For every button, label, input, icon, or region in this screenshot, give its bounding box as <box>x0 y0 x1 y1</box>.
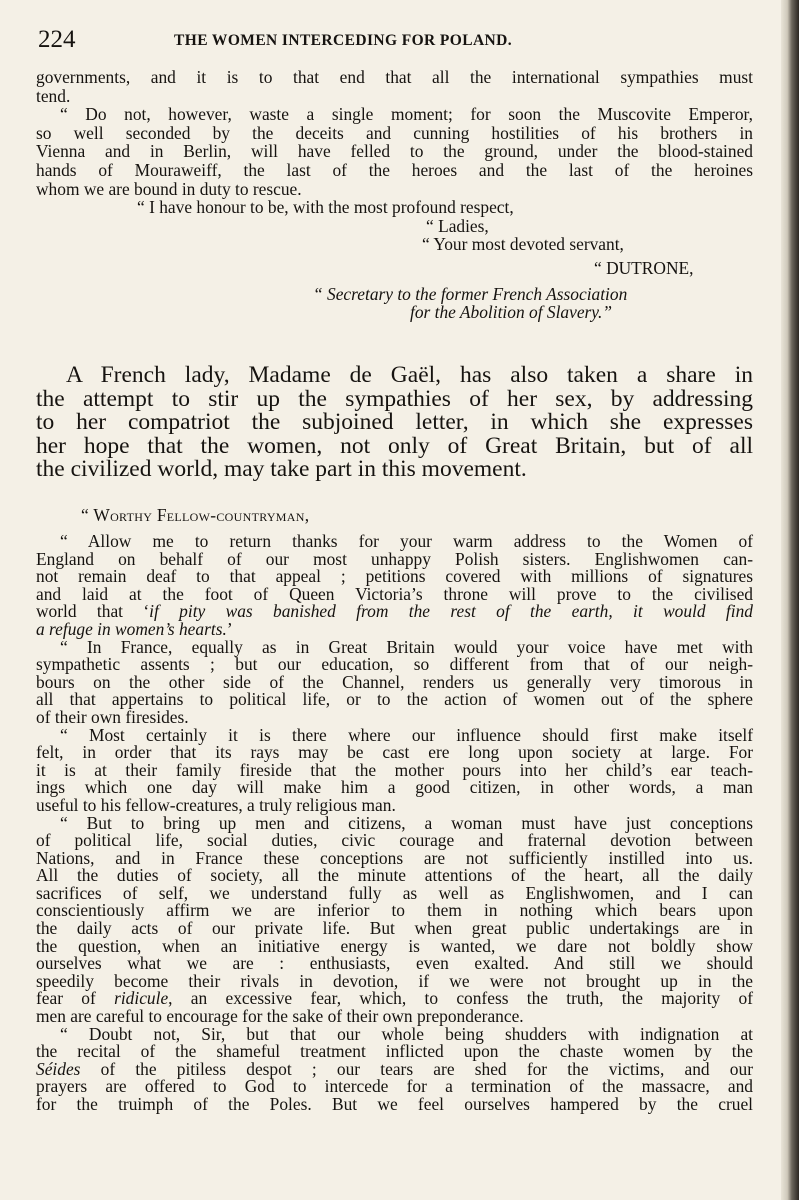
text-line: the civilized world, may take part in this movement. <box>36 456 527 483</box>
text-line: Vienna and in Berlin, will have felled to the ground, under the blood-stained <box>36 141 753 162</box>
text-line: All the duties of society, all the minute attentions of the heart, all the daily <box>36 865 753 886</box>
closing-respect: “ I have honour to be, with the most profound respect, <box>137 197 514 218</box>
text-line: England on behalf of our most unhappy Polish sisters. Englishwomen can- <box>36 548 753 569</box>
text-line: “ But to bring up men and citizens, a woman must have just conceptions <box>60 812 753 833</box>
text-run: of the pitiless despot ; our tears are shed for the victims, and our <box>80 1058 753 1079</box>
text-line: speedily become their rivals in devotion, if we were not brought up in the <box>36 970 753 991</box>
text-line: sacrifices of self, we understand fully as well as Englishwomen, and I can <box>36 882 753 903</box>
letter-body <box>36 533 753 1114</box>
salutation-text: “ Worthy Fellow-countryman, <box>81 505 310 525</box>
text-line: “ Doubt not, Sir, but that our whole being shudders with indignation at <box>60 1023 753 1044</box>
text-line: tend. <box>36 85 71 106</box>
italic-word: ridicule <box>114 988 169 1009</box>
text-line: governments, and it is to that end that all the international sympathies must <box>36 67 753 87</box>
signature-title-line2: for the Abolition of Slavery.” <box>410 302 613 323</box>
text-line: “ Most certainly it is there where our influence should first make itself <box>60 724 753 745</box>
text-line: not remain deaf to that appeal ; petitions covered with millions of signatures <box>36 566 753 587</box>
text-line: of their own firesides. <box>36 706 189 727</box>
text-line: felt, in order that its rays may be cast ere long upon society at large. For <box>36 742 753 763</box>
text-line: useful to his fellow-creatures, a truly religious man. <box>36 794 396 815</box>
text-line: conscientiously affirm we are inferior to them in nothing which bears upon <box>36 900 753 921</box>
text-line: the attempt to stir up the sympathies of her sex, by addressing <box>36 385 753 412</box>
previous-letter-ending <box>36 68 753 322</box>
text-run: world that ‘ <box>36 601 150 622</box>
text-line: “ Allow me to return thanks for your warm address to the Women of <box>60 531 753 551</box>
text-line: the recital of the shameful treatment inflicted upon the chaste women by the <box>36 1041 753 1062</box>
italic-quote: a refuge in women’s hearts. <box>36 618 227 639</box>
text-line: “ Do not, however, waste a single moment; for soon the Muscovite Emperor, <box>60 104 753 125</box>
text-line: it is at their family fireside that the mother pours into her child’s ear teach- <box>36 759 753 780</box>
text-line: so well seconded by the deceits and cunning hostilities of his brothers in <box>36 122 753 143</box>
text-line: sympathetic assents ; but our education, so different from that of our neigh- <box>36 654 753 675</box>
text-line: Nations, and in France these conceptions are not sufficiently instilled into us. <box>36 847 753 868</box>
text-line: ings which one day will make him a good citizen, in other words, a man <box>36 777 753 798</box>
text-line: of political life, social duties, civic courage and fraternal devotion between <box>36 830 753 851</box>
running-header <box>38 24 768 56</box>
text-line: bours on the other side of the Channel, renders us generally very timorous in <box>36 671 753 692</box>
text-line: ourselves what we are : enthusiasts, even exalted. And still we should <box>36 953 753 974</box>
text-run: ’ <box>226 618 233 639</box>
page-edge-shadow <box>781 0 799 1200</box>
text-run: , an excessive fear, which, to confess the truth, the majority of <box>168 988 753 1009</box>
text-line: hands of Mouraweiff, the last of the heroes and the last of the heroines <box>36 159 753 180</box>
text-line: to her compatriot the subjoined letter, in which she expresses <box>36 409 753 436</box>
italic-quote: if pity was banished from the rest of the earth, it would find <box>149 601 753 622</box>
text-line: and laid at the foot of Queen Victoria’s throne will prove to the civilised <box>36 583 753 604</box>
page-number: 224 <box>38 26 76 53</box>
running-title: THE WOMEN INTERCEDING FOR POLAND. <box>174 32 513 49</box>
text-line: whom we are bound in duty to rescue. <box>36 178 302 199</box>
intro-paragraph <box>36 364 753 482</box>
text-line: her hope that the women, not only of Great Britain, but of all <box>36 432 753 459</box>
letter-salutation <box>36 506 753 525</box>
signature-name: “ DUTRONE, <box>594 257 694 278</box>
text-line: the question, when an initiative energy is wanted, we dare not boldly show <box>36 935 753 956</box>
text-line: all that appertains to political life, or to the action of women out of the sphere <box>36 689 753 710</box>
closing-ladies: “ Ladies, <box>426 215 489 236</box>
text-run: fear of <box>36 988 115 1009</box>
text-line: the daily acts of our private life. But when great public undertakings are in <box>36 918 753 939</box>
text-line: for the truimph of the Poles. But we feel ourselves hampered by the cruel <box>36 1094 753 1114</box>
closing-servant: “ Your most devoted servant, <box>422 234 624 255</box>
text-line: prayers are offered to God to intercede for a termination of the massacre, and <box>36 1076 753 1097</box>
text-line: “ In France, equally as in Great Britain would your voice have met with <box>60 636 753 657</box>
text-line: A French lady, Madame de Gaël, has also taken a share in <box>66 362 753 388</box>
text-line-mixed <box>36 618 753 639</box>
italic-word: Séides <box>36 1058 81 1079</box>
signature-title-line1: “ Secretary to the former French Association <box>313 283 628 304</box>
text-line: men are careful to encourage for the sake of their own preponderance. <box>36 1006 524 1027</box>
